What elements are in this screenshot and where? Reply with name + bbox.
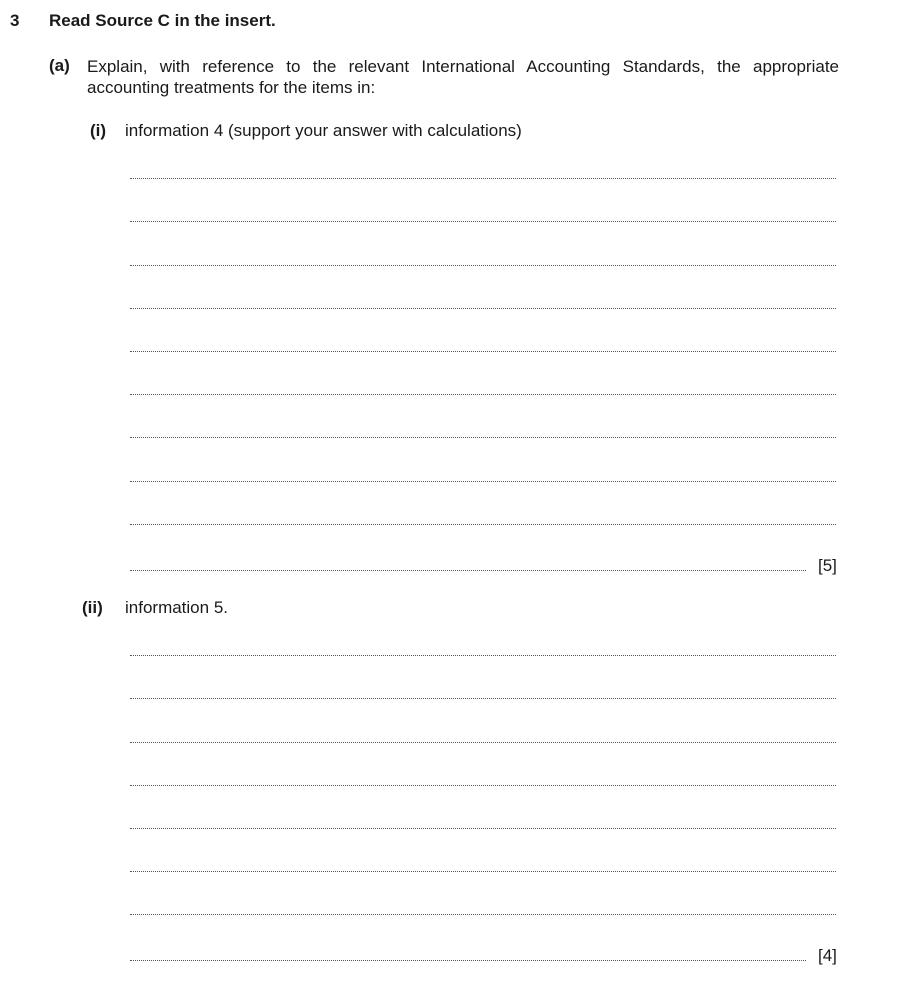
answer-line[interactable] — [130, 308, 836, 309]
sub-i-label: (i) — [90, 121, 107, 140]
question-title: Read Source C in the insert. — [49, 11, 276, 30]
marks-i: [5] — [818, 556, 837, 575]
answer-line[interactable] — [130, 914, 836, 915]
answer-line[interactable] — [130, 481, 836, 482]
answer-line[interactable] — [130, 524, 836, 525]
answer-line[interactable] — [130, 437, 836, 438]
answer-line[interactable] — [130, 178, 836, 179]
answer-line[interactable] — [130, 394, 836, 395]
answer-line[interactable] — [130, 828, 836, 829]
answer-line[interactable] — [130, 698, 836, 699]
answer-line[interactable] — [130, 265, 836, 266]
part-a-label: (a) — [49, 56, 70, 75]
answer-line[interactable] — [130, 785, 836, 786]
sub-ii-text: information 5. — [125, 598, 228, 617]
answer-line[interactable] — [130, 960, 806, 961]
question-number: 3 — [10, 11, 20, 30]
answer-line[interactable] — [130, 570, 806, 571]
answer-line[interactable] — [130, 871, 836, 872]
answer-line[interactable] — [130, 742, 836, 743]
answer-line[interactable] — [130, 221, 836, 222]
answer-line[interactable] — [130, 655, 836, 656]
part-a-instruction: Explain, with reference to the relevant International Accounting Standards, the appropriate accounting treatments for the items in: — [87, 57, 839, 97]
answer-line[interactable] — [130, 351, 836, 352]
sub-ii-label: (ii) — [82, 598, 103, 617]
sub-i-text: information 4 (support your answer with calculations) — [125, 121, 522, 140]
marks-ii: [4] — [818, 946, 837, 965]
